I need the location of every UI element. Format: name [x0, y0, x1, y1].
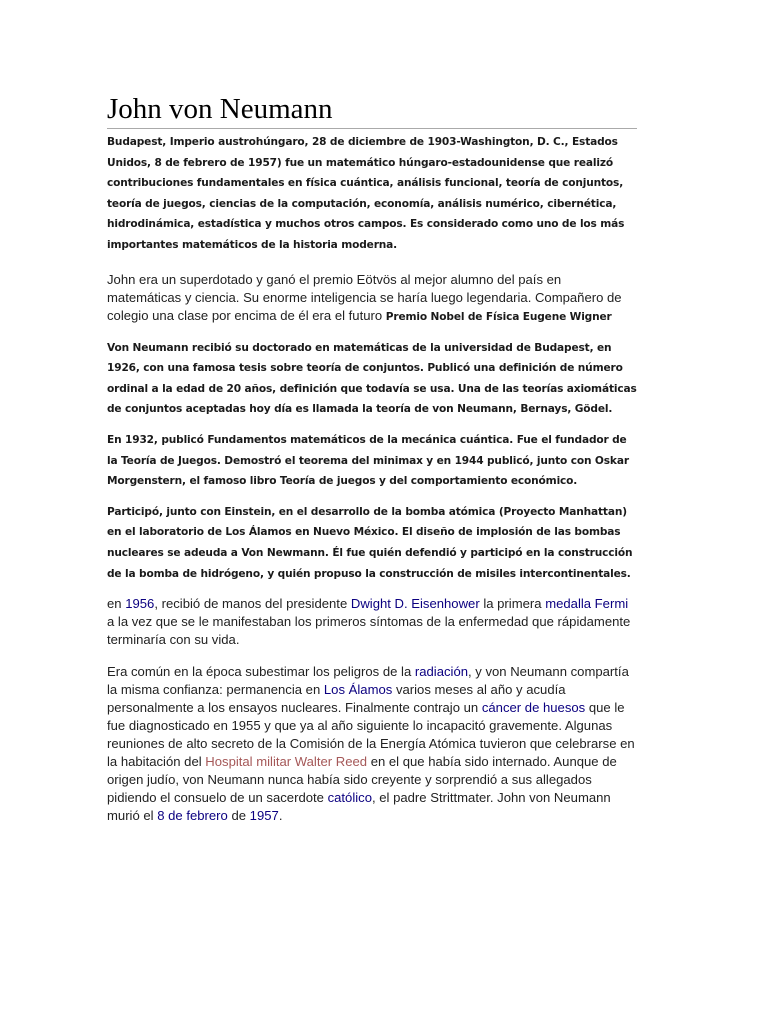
paragraph-text: Era común en la época subestimar los peligros de la [107, 664, 415, 680]
link-8-de-febrero[interactable]: 8 de febrero [157, 808, 228, 824]
wigner-mention: Premio Nobel de Física Eugene Wigner [385, 310, 612, 323]
paragraph-text: la primera [479, 596, 546, 612]
link-1956[interactable]: 1956 [125, 596, 155, 612]
paragraph-game-theory: En 1932, publicó Fundamentos matemáticos de la mecánica cuántica. Fue el fundador de la Teoría de Juegos. Demostró el teorema del minimax y en 1944 publicó, junto con Oskar Morgenstern, el famoso libro Teoría de juegos y del comportamiento económico. [107, 433, 629, 488]
link-1957[interactable]: 1957 [249, 808, 279, 824]
link-cancer-huesos[interactable]: cáncer de huesos [481, 700, 586, 716]
paragraph-text: en [107, 596, 126, 612]
paragraph-text: a la vez que se le manifestaban los primeros síntomas de la enfermedad que rápidamente terminaría con su vida. [107, 614, 631, 648]
paragraph-text: de [227, 808, 250, 824]
paragraph-text: John era un superdotado y ganó el premio Eötvös al mejor alumno del país en matemáticas y ciencia. Su enorme inteligencia se haría luego legendaria. Compañero de colegio una clase por encima de él era el futuro [107, 271, 622, 323]
paragraph-text: que le fue diagnosticado en 1955 y que ya al año siguiente lo incapacitó gravemente. Algunas reuniones de alto secreto de la Comisión de la Energía Atómica tuvieron que celebrarse en la habitación del [107, 700, 635, 770]
intro-paragraph: Budapest, Imperio austrohúngaro, 28 de diciembre de 1903-Washington, D. C., Estados Unidos, 8 de febrero de 1957) fue un matemático húngaro-estadounidense que realizó contribuciones fundamentales en física cuántica, análisis funcional, teoría de conjuntos, teoría de juegos, ciencias de la computación, economía, análisis numérico, cibernética, hidrodinámica, estadística y muchos otros campos. Es considerado como uno de los más importantes matemáticos de la historia moderna. [107, 136, 625, 251]
paragraph-fermi-medal [107, 595, 637, 649]
link-fermi-medal[interactable]: medalla Fermi [545, 596, 629, 612]
paragraph-text: , el padre Strittmater. John von Neumann murió el [107, 790, 611, 824]
paragraph-doctorate: Von Neumann recibió su doctorado en matemáticas de la universidad de Budapest, en 1926, con una famosa tesis sobre teoría de conjuntos. Publicó una definición de número ordinal a la edad de 20 años, definición que todavía se usa. Una de las teorías axiomáticas de conjuntos aceptadas hoy día es llamada la teoría de von Neumann, Bernays, Gödel. [107, 341, 637, 416]
page-title: John von Neumann [107, 92, 637, 129]
paragraph-text: , recibió de manos del presidente [154, 596, 351, 612]
article [107, 92, 637, 825]
paragraph-text: en el que había sido internado. Aunque de origen judío, von Neumann nunca había sido creyente y sorprendió a sus allegados pidiendo el consuelo de un sacerdote [107, 754, 617, 806]
paragraph-childhood [107, 271, 637, 326]
link-eisenhower[interactable]: Dwight D. Eisenhower [350, 596, 480, 612]
link-los-alamos[interactable]: Los Álamos [323, 682, 393, 698]
link-hospital-walter-reed[interactable]: Hospital militar Walter Reed [205, 754, 368, 770]
paragraph-manhattan: Participó, junto con Einstein, en el desarrollo de la bomba atómica (Proyecto Manhattan) en el laboratorio de Los Álamos en Nuevo México. El diseño de implosión de las bombas nucleares se adeuda a Von Newmann. Él fue quién defendió y participó en la construcción de la bomba de hidrógeno, y quién propuso la construcción de misiles intercontinentales. [107, 505, 633, 580]
paragraph-text: . [278, 808, 283, 824]
link-catolico[interactable]: católico [327, 790, 372, 806]
link-radiacion[interactable]: radiación [414, 664, 469, 680]
paragraph-illness [107, 663, 637, 825]
paragraph-text: , y von Neumann compartía la misma confianza: permanencia en [107, 664, 629, 698]
paragraph-text: varios meses al año y acudía personalmente a los ensayos nucleares. Finalmente contrajo un [107, 682, 566, 716]
